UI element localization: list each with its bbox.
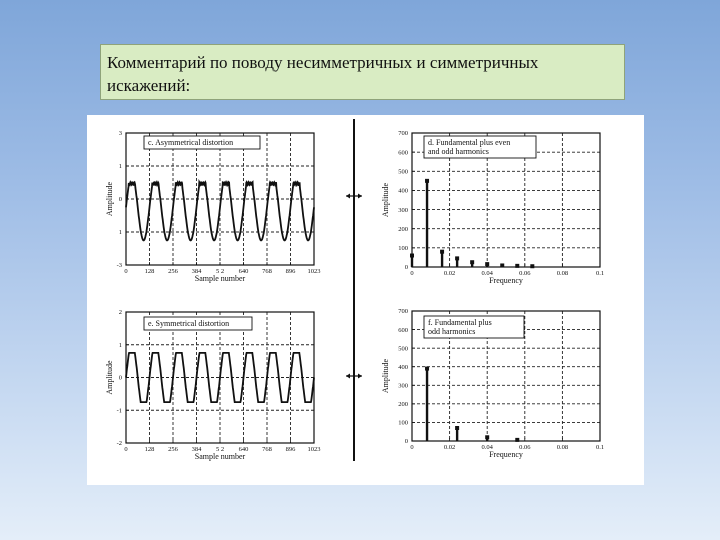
y-tick-label: 100 [398, 245, 408, 253]
x-tick-label: 0 [410, 444, 414, 451]
bar-marker [455, 426, 459, 430]
x-tick-label: 0 [124, 446, 128, 453]
x-tick-label: 896 [285, 446, 296, 453]
x-tick-label: 128 [144, 446, 155, 453]
x-axis-label: Sample number [194, 274, 246, 283]
x-tick-label: 0.08 [556, 444, 569, 451]
y-tick-label: 600 [398, 326, 408, 334]
y-tick-label: 0 [118, 374, 122, 382]
x-tick-label: 0.04 [481, 270, 493, 277]
y-tick-label: 500 [398, 168, 408, 176]
y-tick-label: 600 [398, 149, 408, 157]
x-tick-label: 0 [410, 270, 414, 277]
y-tick-label: 700 [398, 130, 408, 138]
x-tick-label: 0.06 [519, 444, 531, 451]
panel-f [381, 308, 604, 459]
y-tick-label: 3 [118, 130, 122, 138]
x-tick-label: 128 [144, 268, 155, 275]
x-tick-label: 5 2 [215, 446, 225, 453]
x-tick-label: 768 [262, 268, 272, 275]
x-tick-label: 0.1 [595, 270, 605, 277]
x-tick-label: 0.08 [556, 270, 569, 277]
panel-caption: c. Asymmetrical distortion [148, 138, 234, 147]
panel-c [105, 130, 321, 283]
y-tick-label: 1 [118, 163, 122, 171]
x-tick-label: 0.06 [519, 270, 531, 277]
x-tick-label: 0.02 [443, 444, 456, 451]
y-axis-label: Amplitude [381, 182, 390, 218]
bar-marker [455, 256, 459, 260]
y-tick-label: -1 [116, 407, 122, 415]
bar-marker [425, 179, 429, 183]
bar [426, 369, 428, 441]
panel-e [105, 309, 321, 461]
y-tick-label: 0 [404, 438, 408, 446]
caption-line: f. Fundamental plus [428, 318, 492, 327]
y-tick-label: 0 [118, 196, 122, 204]
slide-title: Комментарий по поводу несимметричных и симметричных искажений: [100, 44, 625, 100]
y-tick-label: 400 [398, 187, 408, 195]
panel-d [381, 130, 604, 285]
bar [426, 181, 428, 267]
x-tick-label: 640 [238, 446, 249, 453]
x-tick-label: 0.02 [443, 270, 456, 277]
x-axis-label: Frequency [489, 450, 523, 459]
y-tick-label: 200 [398, 225, 408, 233]
x-tick-label: 256 [168, 446, 178, 453]
y-tick-label: 200 [398, 401, 408, 409]
x-tick-label: 256 [168, 268, 178, 275]
bar [441, 252, 443, 267]
x-tick-label: 1023 [307, 268, 321, 275]
y-tick-label: 500 [398, 345, 408, 353]
x-tick-label: 1023 [307, 446, 321, 453]
panel-caption: e. Symmetrical distortion [148, 319, 230, 328]
bar-marker [440, 250, 444, 254]
caption-line: odd harmonics [428, 327, 476, 336]
y-axis-label: Amplitude [381, 358, 390, 394]
y-tick-label: -3 [116, 262, 122, 270]
y-tick-label: 1 [118, 341, 122, 349]
x-axis-label: Frequency [489, 276, 523, 285]
bar-marker [470, 260, 474, 264]
x-tick-label: 0 [124, 268, 128, 275]
caption-line: d. Fundamental plus even [428, 138, 511, 147]
y-tick-label: 2 [118, 309, 122, 317]
x-axis-label: Sample number [194, 452, 246, 461]
y-tick-label: 700 [398, 308, 408, 316]
x-tick-label: 896 [285, 268, 296, 275]
x-tick-label: 384 [191, 446, 202, 453]
bar-marker [425, 367, 429, 371]
bar-marker [530, 264, 534, 268]
y-axis-label: Amplitude [105, 181, 114, 217]
x-tick-label: 5 2 [215, 268, 225, 275]
x-tick-label: 0.1 [595, 444, 605, 451]
x-tick-label: 640 [238, 268, 249, 275]
y-tick-label: -2 [116, 440, 122, 448]
caption-line: and odd harmonics [428, 147, 489, 156]
y-tick-label: 300 [398, 382, 408, 390]
figure-panel [87, 115, 644, 485]
y-axis-label: Amplitude [105, 360, 114, 395]
y-tick-label: 1 [118, 229, 122, 237]
y-tick-label: 400 [398, 363, 408, 371]
figure-svg [87, 115, 644, 485]
y-tick-label: 100 [398, 419, 408, 427]
x-tick-label: 384 [191, 268, 202, 275]
y-tick-label: 300 [398, 206, 408, 214]
x-tick-label: 0.04 [481, 444, 493, 451]
y-tick-label: 0 [404, 264, 408, 272]
x-tick-label: 768 [262, 446, 272, 453]
